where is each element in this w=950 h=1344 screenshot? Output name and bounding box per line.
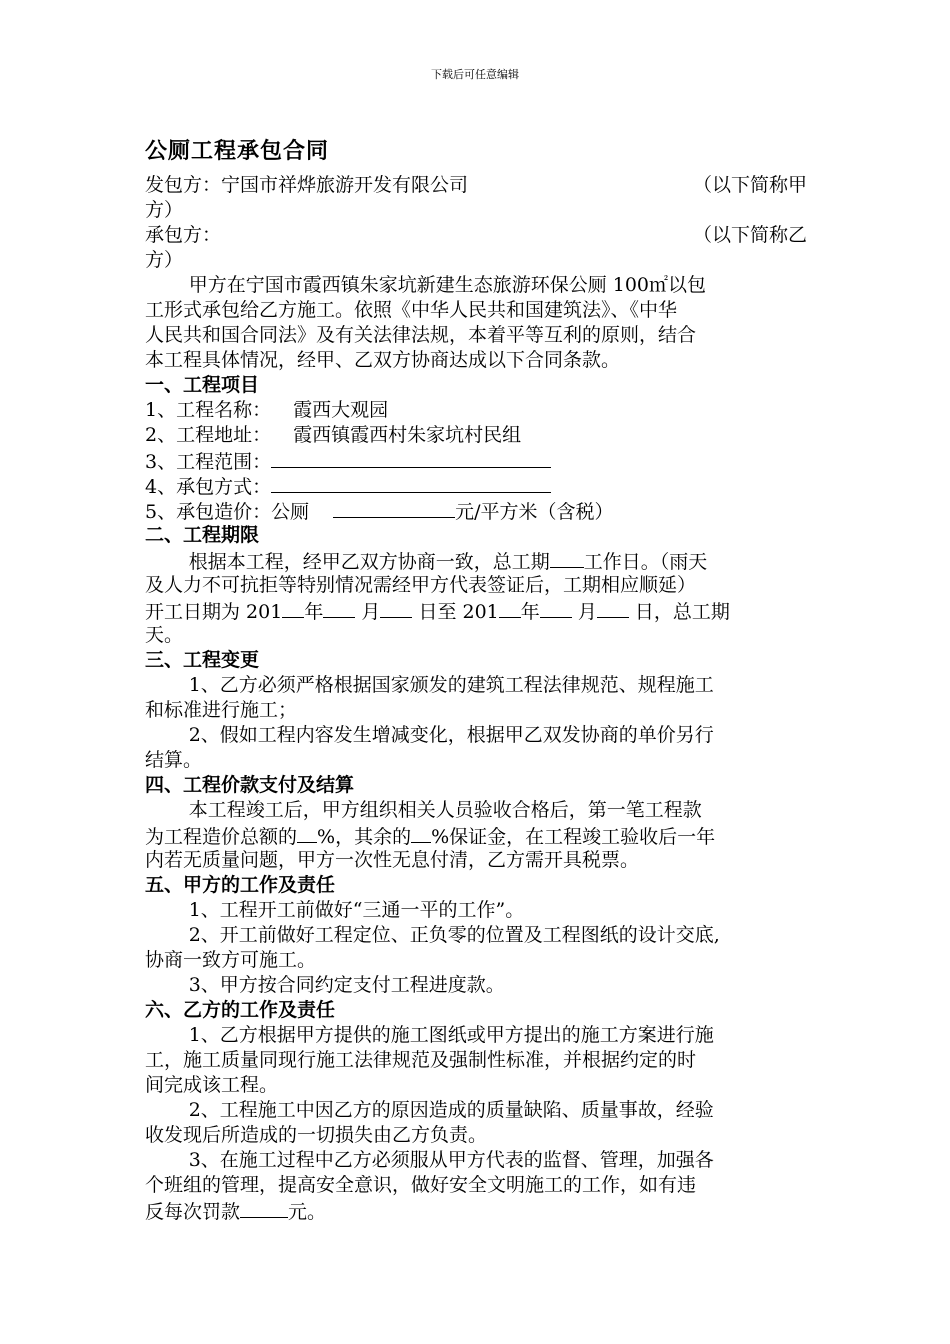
penalty-text: 反每次罚款	[145, 1201, 241, 1223]
clause-line: 3、甲方按合同约定支付工程进度款。	[188, 974, 505, 996]
period-text: 根据本工程，经甲乙双方协商一致，总工期	[188, 551, 550, 573]
penalty-text: 元。	[288, 1201, 327, 1223]
scope-blank	[271, 448, 551, 468]
project-address-label: 2、工程地址：	[145, 424, 272, 446]
intro-line: 甲方在宁国市霞西镇朱家坑新建生态旅游环保公厕 100㎡以包	[188, 274, 706, 296]
header-note: 下载后可任意编辑	[431, 68, 519, 81]
contract-mode-line	[145, 473, 807, 498]
payment-line: 内若无质量问题，甲方一次性无息付清，乙方需开具税票。	[145, 849, 640, 871]
section-heading: 二、工程期限	[145, 524, 260, 546]
party-b-label: 承包方：	[145, 224, 222, 246]
section-heading: 三、工程变更	[145, 649, 260, 671]
clause-line: 和标准进行施工；	[145, 699, 298, 721]
period-line: 天。	[145, 624, 184, 646]
date-blank	[282, 598, 304, 618]
date-text: 月	[361, 601, 381, 623]
date-blank	[499, 598, 521, 618]
clause-line: 协商一致方可施工。	[145, 949, 317, 971]
percent-blank	[411, 823, 431, 843]
date-blank	[323, 598, 355, 618]
penalty-line	[145, 1198, 807, 1223]
payment-text: %保证金，在工程竣工验收后一年	[431, 826, 716, 848]
project-name-line	[145, 398, 807, 423]
clause-line: 2、假如工程内容发生增减变化，根据甲乙双发协商的单价另行	[188, 724, 714, 746]
date-blank	[380, 598, 412, 618]
document-title: 公厕工程承包合同	[145, 139, 330, 164]
party-a-tail: 方）	[145, 199, 184, 221]
period-blank	[550, 548, 584, 568]
date-blank	[597, 598, 629, 618]
section-heading: 一、工程项目	[145, 374, 260, 396]
intro-line: 本工程具体情况，经甲、乙双方协商达成以下合同条款。	[145, 349, 621, 371]
party-a-line	[145, 173, 807, 198]
clause-line: 间完成该工程。	[145, 1074, 279, 1096]
clause-line: 1、乙方根据甲方提供的施工图纸或甲方提出的施工方案进行施	[188, 1024, 714, 1046]
date-blank	[540, 598, 572, 618]
percent-blank	[297, 823, 317, 843]
clause-line: 个班组的管理，提高安全意识，做好安全文明施工的工作，如有违	[145, 1174, 697, 1196]
party-b-suffix: （以下简称乙	[692, 224, 807, 246]
period-line: 及人力不可抗拒等特别情况需经甲方代表签证后，工期相应顺延）	[145, 574, 697, 596]
party-a-suffix: （以下简称甲	[692, 174, 807, 196]
period-text: 工作日。（雨天	[583, 551, 708, 573]
clause-line: 3、在施工过程中乙方必须服从甲方代表的监督、管理，加强各	[188, 1149, 714, 1171]
date-line	[145, 598, 807, 623]
section-heading: 四、工程价款支付及结算	[145, 774, 355, 796]
clause-line: 1、工程开工前做好“三通一平的工作”。	[188, 899, 525, 921]
payment-line	[145, 823, 807, 848]
project-address-value: 霞西镇霞西村朱家坑村民组	[293, 424, 522, 446]
penalty-blank	[240, 1198, 288, 1218]
payment-text: 为工程造价总额的	[145, 826, 298, 848]
project-scope-label: 3、工程范围：	[145, 451, 272, 473]
clause-line: 工，施工质量同现行施工法律规范及强制性标准，并根据约定的时	[145, 1049, 697, 1071]
intro-line: 人民共和国合同法》及有关法律法规，本着平等互利的原则，结合	[145, 324, 697, 346]
project-scope-line	[145, 448, 807, 473]
intro-line: 工形式承包给乙方施工。依照《中华人民共和国建筑法》、《中华	[145, 299, 678, 321]
price-blank	[333, 498, 455, 518]
date-text: 日至 201	[418, 601, 499, 623]
clause-line: 2、开工前做好工程定位、正负零的位置及工程图纸的设计交底,	[188, 924, 720, 946]
party-b-line	[145, 223, 807, 248]
date-text: 月	[577, 601, 597, 623]
project-name-value: 霞西大观园	[293, 399, 389, 421]
contract-mode-label: 4、承包方式：	[145, 476, 272, 498]
party-b-tail: 方）	[145, 249, 184, 271]
section-heading: 六、乙方的工作及责任	[145, 999, 336, 1021]
date-text: 开工日期为 201	[145, 601, 283, 623]
clause-line: 1、乙方必须严格根据国家颁发的建筑工程法律规范、规程施工	[188, 674, 714, 696]
date-text: 年	[304, 601, 324, 623]
clause-line: 2、工程施工中因乙方的原因造成的质量缺陷、质量事故，经验	[188, 1099, 714, 1121]
date-text: 年	[520, 601, 540, 623]
payment-line: 本工程竣工后，甲方组织相关人员验收合格后，第一笔工程款	[188, 799, 702, 821]
section-heading: 五、甲方的工作及责任	[145, 874, 336, 896]
project-name-label: 1、工程名称：	[145, 399, 272, 421]
period-line	[145, 548, 807, 573]
clause-line: 收发现后所造成的一切损失由乙方负责。	[145, 1124, 488, 1146]
contract-price-line	[145, 498, 807, 523]
date-text: 日，总工期	[634, 601, 730, 623]
clause-line: 结算。	[145, 749, 203, 771]
payment-text: %，其余的	[317, 826, 412, 848]
price-unit: 元/平方米（含税）	[455, 501, 614, 523]
project-address-line	[145, 423, 807, 448]
contract-price-label: 5、承包造价：公厕	[145, 501, 310, 523]
mode-blank	[271, 473, 551, 493]
contract-body	[145, 173, 807, 1223]
party-a-label: 发包方：宁国市祥烨旅游开发有限公司	[145, 174, 469, 196]
